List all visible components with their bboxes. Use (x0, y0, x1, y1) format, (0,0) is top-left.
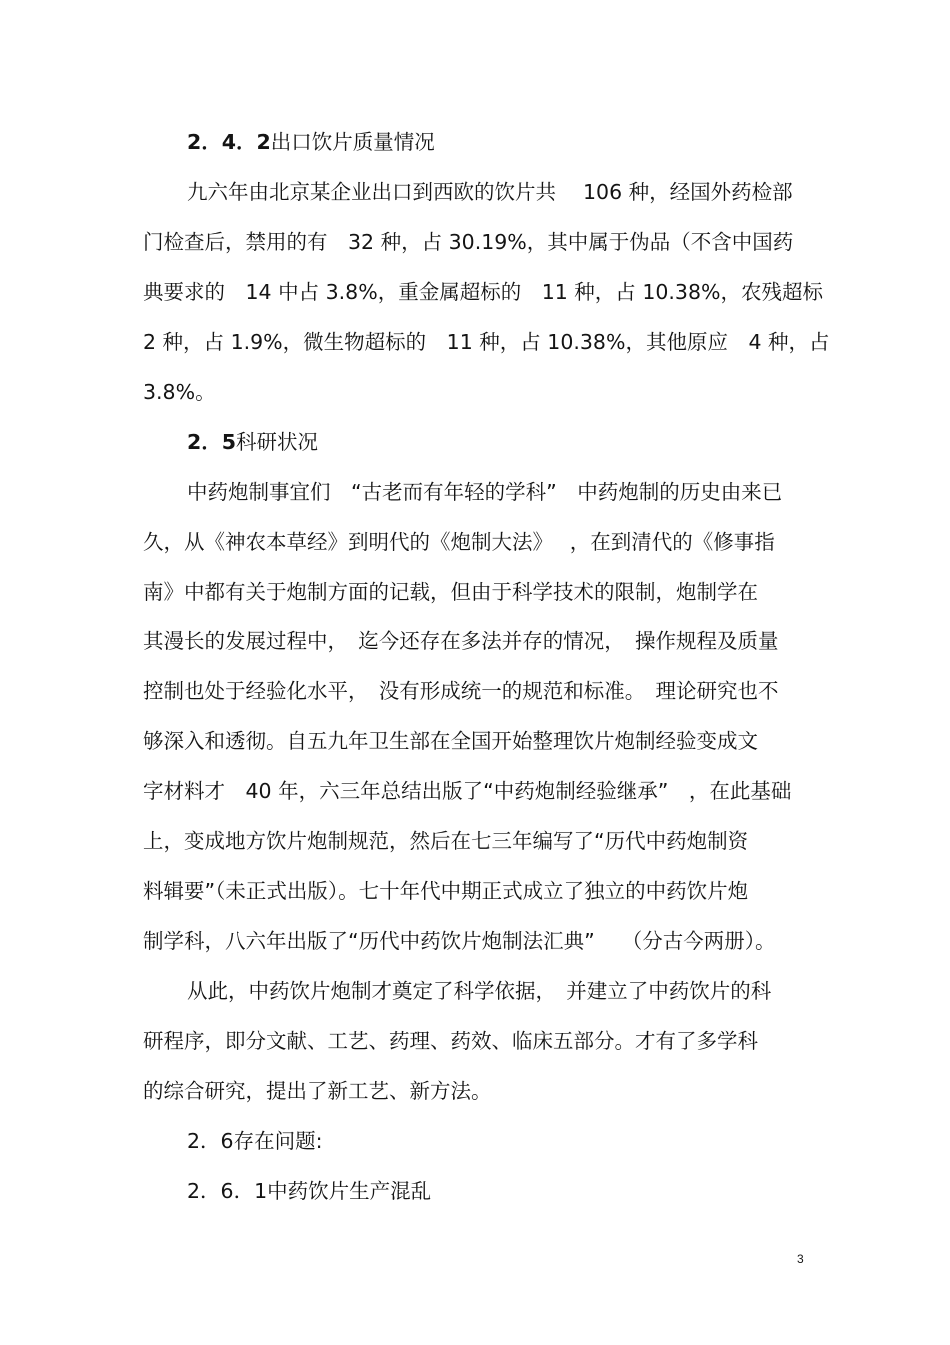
paragraph-line: 够深入和透彻。自五九年卫生部在全国开始整理饮片炮制经验变成文 (143, 729, 758, 753)
section-heading-2-6-1 (187, 1177, 431, 1205)
section-number: 2．6 (187, 1129, 234, 1153)
paragraph-line: 料辑要”（未正式出版）。七十年代中期正式成立了独立的中药饮片炮 (143, 879, 749, 903)
section-heading-2-6 (187, 1127, 323, 1155)
section-title: 存在问题: (233, 1129, 323, 1153)
paragraph-line: 字材料才 40 年，六三年总结出版了“中药炮制经验继承” ，在此基础 (143, 779, 792, 803)
paragraph-line: 上，变成地方饮片炮制规范，然后在七三年编写了“历代中药炮制资 (143, 829, 749, 853)
paragraph-line: 的综合研究，提出了新工艺、新方法。 (143, 1079, 492, 1103)
paragraph-line: 久，从《神农本草经》到明代的《炮制大法》 ，在到清代的《修事指 (143, 530, 775, 554)
section-title: 中药饮片生产混乱 (267, 1179, 432, 1203)
paragraph-line: 其漫长的发展过程中， 迄今还存在多法并存的情况， 操作规程及质量 (143, 629, 779, 653)
paragraph-line: 门检查后，禁用的有 32 种，占 30.19%，其中属于伪品（不含中国药 (143, 230, 794, 254)
section-heading-2-5 (187, 428, 318, 456)
section-number: 2．6．1 (187, 1179, 268, 1203)
paragraph-line: 制学科，八六年出版了“历代中药饮片炮制法汇典” （分古今两册）。 (143, 929, 776, 953)
paragraph-line: 从此，中药饮片炮制才奠定了科学依据， 并建立了中药饮片的科 (187, 979, 772, 1003)
page-number: 3 (797, 1252, 804, 1266)
paragraph-line: 3.8%。 (143, 380, 216, 404)
paragraph-line: 研程序，即分文献、工艺、药理、药效、临床五部分。才有了多学科 (143, 1029, 758, 1053)
section-heading-2-4-2 (187, 128, 435, 156)
paragraph-line: 控制也处于经验化水平， 没有形成统一的规范和标准。 理论研究也不 (143, 679, 779, 703)
section-title: 出口饮片质量情况 (270, 130, 435, 154)
paragraph-line: 中药炮制事宜们 “古老而有年轻的学科” 中药炮制的历史由来已 (187, 480, 783, 504)
section-title: 科研状况 (236, 430, 319, 454)
paragraph-line: 九六年由北京某企业出口到西欧的饮片共 106 种，经国外药检部 (187, 180, 793, 204)
paragraph-line: 南》中都有关于炮制方面的记载，但由于科学技术的限制，炮制学在 (143, 580, 758, 604)
section-number: 2．5 (187, 430, 237, 454)
paragraph-line: 2 种，占 1.9%，微生物超标的 11 种，占 10.38%，其他原应 4 种，占 (143, 330, 830, 354)
paragraph-line: 典要求的 14 中占 3.8%，重金属超标的 11 种，占 10.38%，农残超标 (143, 280, 823, 304)
section-number: 2．4．2 (187, 130, 271, 154)
